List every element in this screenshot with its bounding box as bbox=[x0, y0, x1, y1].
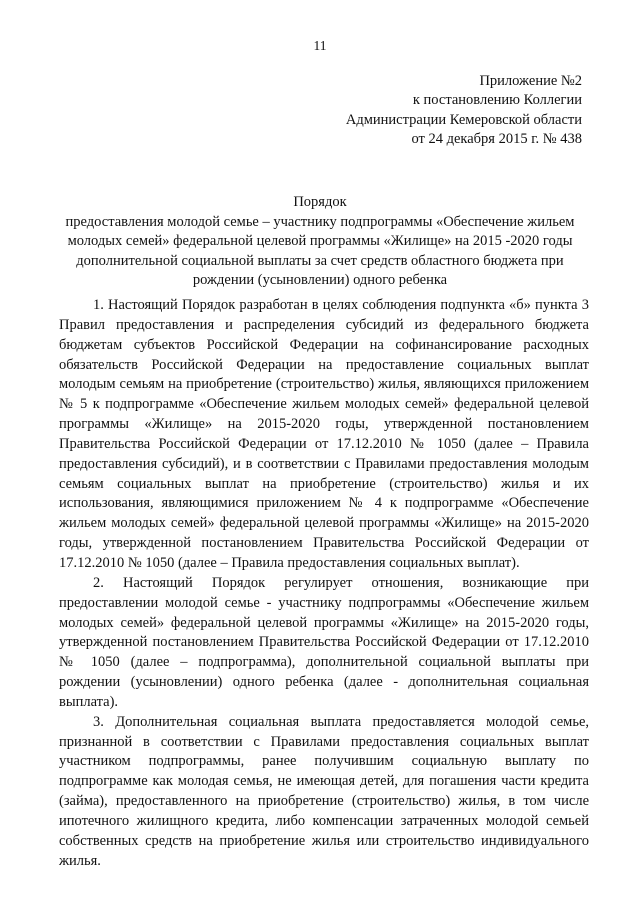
document-body bbox=[59, 296, 589, 871]
appendix-date-line: от 24 декабря 2015 г. № 438 bbox=[411, 130, 582, 147]
paragraph-1: 1. Настоящий Порядок разработан в целях соблюдения подпункта «б» пункта 3 Правил предоставления и распределения субсидий из федерального бюджета бюджетам субъектов Российской Федерации на софинансирование расходных обязательств Российской Федерации на предоставление социальных выплат молодым семьям на приобретение (строительство) жилья, являющихся приложением № 5 к подпрограмме «Обеспечение жильем молодых семей» федеральной целевой программы «Жилище» на 2015-2020 годы, утвержденной постановлением Правительства Российской Федерации от 17.12.2010 № 1050 (далее – Правила предоставления субсидий), и в соответствии с Правилами предоставления молодым семьям социальных выплат на приобретение (строительство) жилья и их использования, являющимися приложением № 4 к подпрограмме «Обеспечение жильем молодых семей» федеральной целевой программы «Жилище» на 2015-2020 годы, утвержденной постановлением Правительства Российской Федерации от 17.12.2010 № 1050 (далее – Правила предоставления социальных выплат). bbox=[59, 297, 589, 571]
document-heading: Порядок bbox=[293, 194, 347, 210]
document-title-block bbox=[55, 193, 585, 291]
appendix-resolution-line: к постановлению Коллегии bbox=[412, 92, 582, 109]
paragraph-2: 2. Настоящий Порядок регулирует отношения, возникающие при предоставлении молодой семье - участнику подпрограммы «Обеспечение жильем молодых семей» федеральной целевой программы «Жилище» на 2015-2020 годы, утвержденной постановлением Правительства Российской Федерации от 17.12.2010 № 1050 (далее – подпрограмма), дополнительной социальной выплаты при рождении (усыновлении) одного ребенка (далее - дополнительная социальная выплата). bbox=[59, 574, 589, 710]
paragraph-3: 3. Дополнительная социальная выплата предоставляется молодой семье, признанной в соответствии с Правилами предоставления социальных выплат участником подпрограммы, ранее получившим социальную выплату по подпрограмме как молодая семья, не имеющая детей, для погашения части кредита (займа), предоставленного на приобретение (строительство) жилья, в том числе ипотечного жилищного кредита, либо компенсации затраченных молодой семьей собственных средств на приобретение жилья или строительство индивидуального жилья. bbox=[59, 713, 589, 869]
appendix-header bbox=[346, 72, 582, 149]
document-subtitle: предоставления молодой семье – участнику подпрограммы «Обеспечение жильем молодых семей» федеральной целевой программы «Жилище» на 2015 -2020 годы дополнительной социальной выплаты за счет средств областного бюджета при рождении (усыновлении) одного ребенка bbox=[65, 213, 575, 288]
appendix-administration-line: Администрации Кемеровской области bbox=[345, 111, 582, 128]
page-number: 11 bbox=[313, 38, 327, 53]
appendix-title: Приложение №2 bbox=[479, 73, 582, 89]
